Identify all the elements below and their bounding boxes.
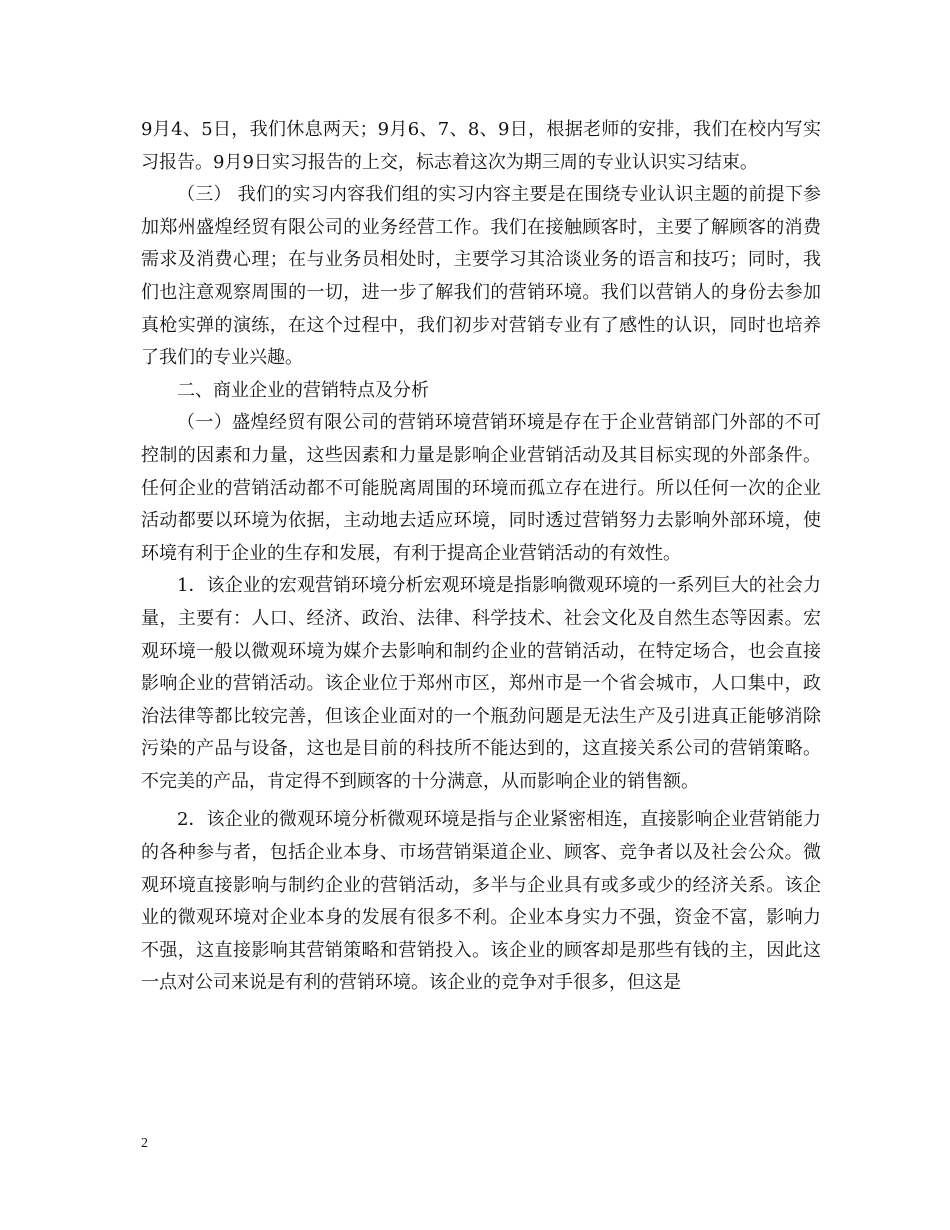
paragraph-micro-environment: 2．该企业的微观环境分析微观环境是指与企业紧密相连，直接影响企业营销能力的各种参与者，包括企业本身、市场营销渠道企业、顾客、竞争者以及社会公众。微观环境直接影响与制约企业的营销活动，多半与企业具有或多或少的经济关系。该企业的微观环境对企业本身的发展有很多不利。企业本身实力不强，资金不富，影响力不强，这直接影响其营销策略和营销投入。该企业的顾客却是那些有钱的主，因此这一点对公司来说是有利的营销环境。该企业的竞争对手很多，但这是 <box>141 809 821 994</box>
document-body <box>141 114 821 1000</box>
paragraph-macro-environment: 1．该企业的宏观营销环境分析宏观环境是指影响微观环境的一系列巨大的社会力量，主要有：人口、经济、政治、法律、科学技术、社会文化及自然生态等因素。宏观环境一般以微观环境为媒介去影响和制约企业的营销活动，在特定场合，也会直接影响企业的营销活动。该企业位于郑州市区，郑州市是一个省会城市，人口集中，政治法律等都比较完善，但该企业面对的一个瓶劲问题是无法生产及引进真正能够消除污染的产品与设备，这也是目前的科技所不能达到的，这直接关系公司的营销策略。不完美的产品，肯定得不到顾客的十分满意，从而影响企业的销售额。 <box>141 575 821 792</box>
paragraph-internship-content: （三） 我们的实习内容我们组的实习内容主要是在围绕专业认识主题的前提下参加郑州盛煌经贸有限公司的业务经营工作。我们在接触顾客时，主要了解顾客的消费需求及消费心理；在与业务员相处时，主要学习其洽谈业务的语言和技巧；同时，我们也注意观察周围的一切，进一步了解我们的营销环境。我们以营销人的身份去参加真枪实弹的演练，在这个过程中，我们初步对营销专业有了感性的认识，同时也培养了我们的专业兴趣。 <box>141 184 821 369</box>
paragraph-schedule: 9月4、5日，我们休息两天；9月6、7、8、9日，根据老师的安排，我们在校内写实习报告。9月9日实习报告的上交，标志着这次为期三周的专业认识实习结束。 <box>141 119 821 173</box>
page-number: 2 <box>141 1136 148 1151</box>
section-heading: 二、商业企业的营销特点及分析 <box>177 379 429 401</box>
paragraph-marketing-environment: （一）盛煌经贸有限公司的营销环境营销环境是存在于企业营销部门外部的不可控制的因素和力量，这些因素和力量是影响企业营销活动及其目标实现的外部条件。任何企业的营销活动都不可能脱离周围的环境而孤立存在进行。所以任何一次的企业活动都要以环境为依据，主动地去适应环境，同时透过营销努力去影响外部环境，使环境有利于企业的生存和发展，有利于提高企业营销活动的有效性。 <box>141 412 821 564</box>
